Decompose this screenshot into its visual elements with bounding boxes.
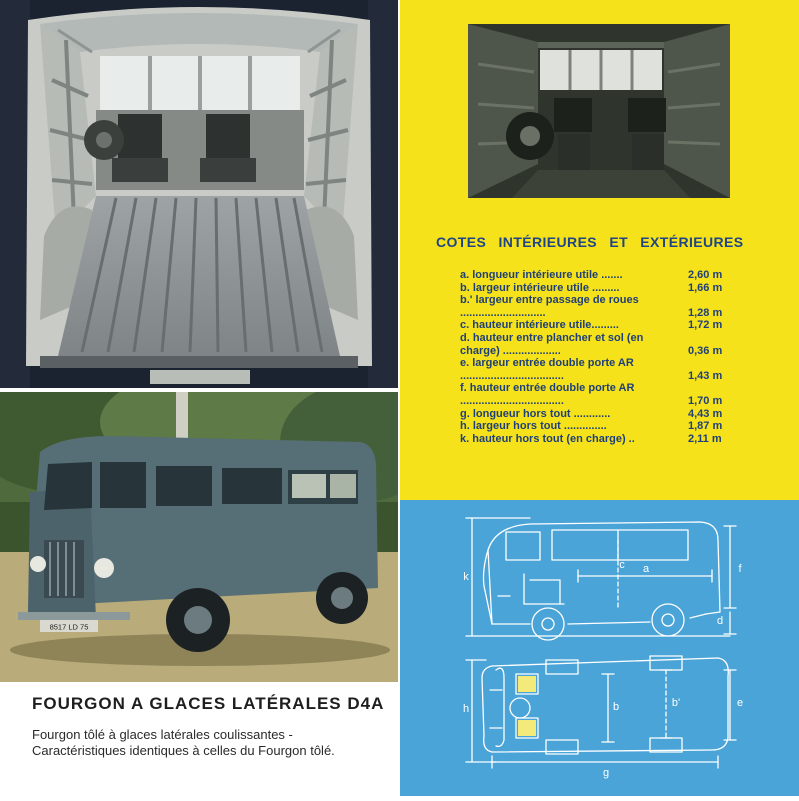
dimension-row [460,319,742,332]
top-view-seats [518,676,536,736]
dimension-label: h. largeur hors tout .............. [460,420,607,433]
dimension-value: 1,43 m [688,369,723,382]
dimension-row [460,382,742,407]
dimension-row [460,408,742,421]
dimension-value: 2,11 m [688,432,722,445]
dimension-row [460,269,742,282]
dimension-row [460,433,742,446]
model-description: Fourgon tôlé à glaces latérales coulissantes - Caractéristiques identiques à celles du Fourgon tôlé. [32,727,335,758]
diagram-label-d: d [716,615,724,627]
top-view-drawing [482,656,728,754]
dimensions-list [460,269,742,445]
model-description-block [0,682,400,796]
dimension-label: e. largeur entrée double porte AR .................................. [460,357,634,382]
dimension-row [460,294,742,319]
dimension-value: 1,72 m [688,319,723,332]
dimension-value: 1,87 m [688,420,723,433]
diagram-label-k: k [463,571,469,583]
dimension-row [460,282,742,295]
van-exterior-illustration [0,392,398,682]
dimension-value: 0,36 m [688,344,723,357]
dimension-label: g. longueur hors tout ............ [460,407,611,420]
dimension-diagram-panel [400,500,799,796]
diagram-label-g: g [602,767,610,779]
dimension-value: 2,60 m [688,269,723,281]
dimension-label: b. largeur intérieure utile ......... [460,281,620,294]
side-view-drawing [484,522,724,640]
dimension-row [460,420,742,433]
dimension-label: f. hauteur entrée double porte AR .................................. [460,382,635,407]
model-title: FOURGON A GLACES LATÉRALES D4A [32,694,385,713]
dimensions-heading: COTES INTÉRIEURES ET EXTÉRIEURES [436,234,744,250]
dimension-value: 1,70 m [688,394,723,407]
van-dimension-diagram [400,500,799,796]
license-plate-text: 8517 LD 75 [49,622,89,632]
dimension-label: b.' largeur entre passage de roues ............................ [460,294,639,319]
cab-interior-photo [468,24,730,198]
cab-interior-illustration [468,24,730,198]
diagram-label-h: h [462,703,470,715]
dimension-row [460,357,742,382]
diagram-label-b-prime: b' [671,697,681,709]
dimension-label: d. hauteur entre plancher et sol (en charge) ................... [460,331,644,357]
dimension-label: c. hauteur intérieure utile......... [460,319,619,332]
dimension-value: 4,43 m [688,407,723,420]
diagram-label-f: f [738,563,742,575]
interior-cargo-photo [0,0,398,388]
diagram-label-c: c [619,559,625,571]
diagram-label-e: e [736,697,744,709]
dimension-label: a. longueur intérieure utile ....... [460,269,623,281]
dimension-row [460,332,742,357]
van-exterior-photo [0,392,398,682]
dimension-label: k. hauteur hors tout (en charge) .. [460,432,635,445]
dimension-value: 1,66 m [688,281,723,294]
diagram-label-a: a [642,563,650,575]
interior-cargo-illustration [0,0,398,388]
dimension-value: 1,28 m [688,306,723,319]
diagram-label-b: b [612,701,620,713]
